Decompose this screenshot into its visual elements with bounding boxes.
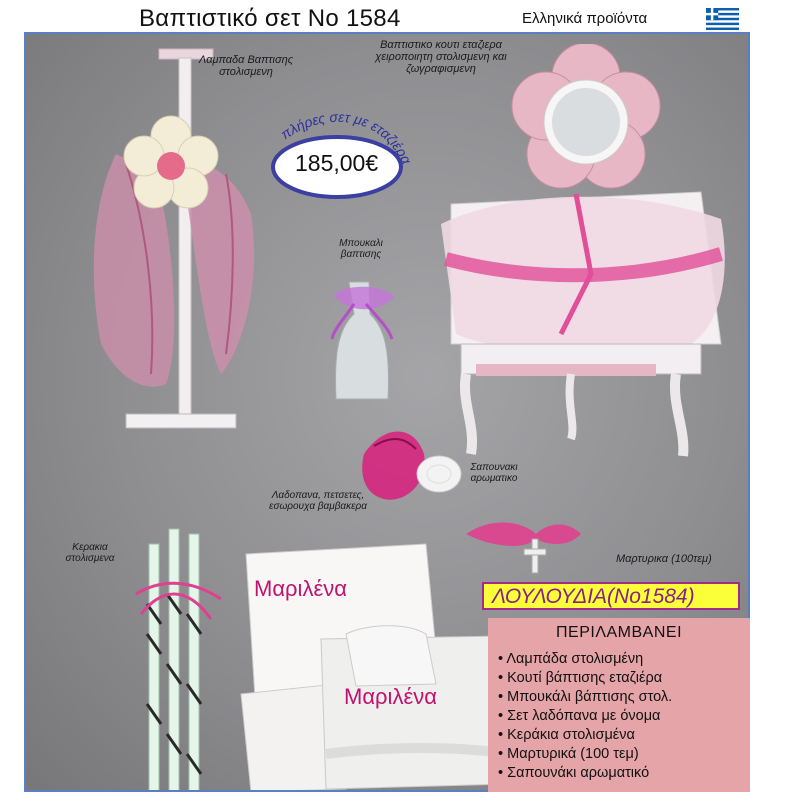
bottle-label: Μπουκαλι βαπτισης xyxy=(339,238,383,260)
includes-title: ΠΕΡΙΛΑΜΒΑΝΕΙ xyxy=(555,624,683,641)
decorated-candle-lamp-image xyxy=(86,44,276,464)
greek-flag-icon xyxy=(706,7,739,31)
box-label: Βαπτιστικο κουτι εταζιερα χειροποιητη στολισμενη και ζωγραφισμενη xyxy=(375,39,507,75)
lamp-label: Λαμπαδα Βαπτισης στολισμενη xyxy=(198,54,294,78)
includes-item: • Μαρτυρικά (100 τεμ) xyxy=(498,745,672,764)
page-title: Βαπτιστικό σετ No 1584 xyxy=(139,5,401,32)
favors-label: Μαρτυρικα (100τεμ) xyxy=(616,553,712,565)
includes-item: • Κουτί βάπτισης εταζιέρα xyxy=(498,669,672,688)
candles-label: Κερακια στολισμενα xyxy=(65,542,115,564)
includes-item: • Σετ λαδόπανα με όνομα xyxy=(498,707,672,726)
linens-label: Λαδοπανα, πετσετες, εσωρουχα βαμβακερα xyxy=(269,490,367,512)
includes-list xyxy=(498,650,672,783)
product-name: ΛΟΥΛΟΥΔΙΑ(Νο1584) xyxy=(492,585,695,608)
price-arc-text: πλήρες σετ με εταζιέρα xyxy=(277,108,415,167)
linens-image xyxy=(226,524,516,792)
christening-bottle-image xyxy=(324,274,404,409)
product-name-badge xyxy=(482,582,740,610)
greek-products-label: Ελληνικά προϊόντα xyxy=(522,10,648,27)
soap-label: Σαπουνακι αρωματικο xyxy=(470,462,518,484)
includes-panel xyxy=(488,618,750,792)
decorated-candles-image xyxy=(131,504,241,792)
towel-name-1: Μαριλένα xyxy=(254,576,347,601)
includes-item: • Σαπουνάκι αρωματικό xyxy=(498,764,672,783)
includes-item: • Μπουκάλι βάπτισης στολ. xyxy=(498,688,672,707)
includes-item: • Κεράκια στολισμένα xyxy=(498,726,672,745)
includes-item: • Λαμπάδα στολισμένη xyxy=(498,650,672,669)
towel-name-2: Μαριλένα xyxy=(344,684,437,709)
header-bar xyxy=(24,5,750,31)
price-amount: 185,00€ xyxy=(295,150,379,176)
